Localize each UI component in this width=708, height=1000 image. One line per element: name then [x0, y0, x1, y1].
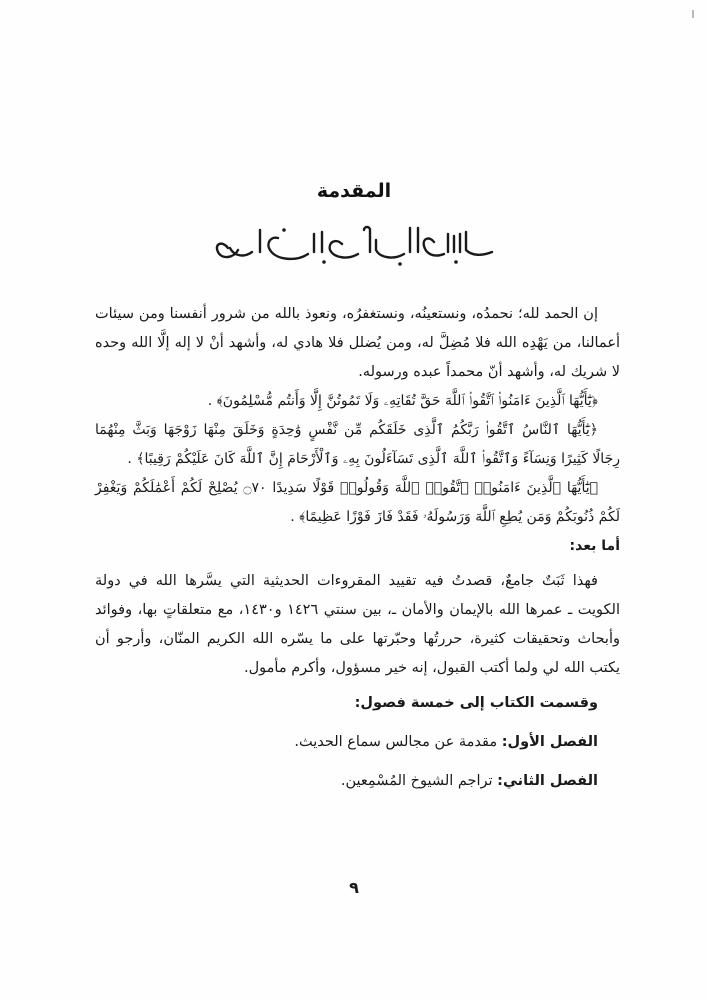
chapter-item	[95, 728, 620, 757]
amma-baad-heading: أما بعد:	[569, 538, 620, 554]
scan-mark	[692, 10, 694, 18]
chapter-text: مقدمة عن مجالس سماع الحديث.	[294, 734, 498, 750]
page-number: ٩	[349, 878, 359, 897]
division-intro: وقسمت الكتاب إلى خمسة فصول:	[354, 695, 598, 711]
chapter-item	[95, 767, 620, 796]
main-paragraph: فهذا ثَبَتٌ جامعٌ، قصدتُ فيه تقييد المقروءات الحديثية التي يسَّرها الله في دولة الكويت ـ عمرها الله بالإيمان والأمان ـ، بين سنتي ١٤٢٦ و١٤٣٠، مع متعلقاتٍ بها، وفوائد وأبحاث وتحقيقات كثيرة، حررتُها وحبّرتها على ما يسّره الله الكريم المنّان، وأرجو أن يكتب الله لي ولما أكتب القبول، إنه خير مسؤول، وأكرم مأمول.	[95, 573, 620, 676]
quran-verse-1: ﴿يَٰٓأَيُّهَا ٱلَّذِينَ ءَامَنُوا۟ ٱتَّقُوا۟ ٱللَّهَ حَقَّ تُقَاتِهِۦ وَلَا تَمُوتُنَّ إِلَّا وَأَنتُم مُّسْلِمُونَ﴾ .	[207, 393, 598, 409]
basmala-calligraphy	[204, 222, 504, 270]
intro-paragraph: إن الحمد لله؛ نحمدُه، ونستعينُه، ونستغفرُه، ونعوذ بالله من شرور أنفسنا ومن سيئات أعمالنا، من يَهْدِه الله فلا مُضِلَّ له، ومن يُضلل فلا هادي له، وأشهد أنْ لا إله إلَّا الله وحده لا شريك له، وأشهد أنّ محمداً عبده ورسوله.	[95, 306, 620, 380]
quran-verse-3: ﴿يَٰٓأَيُّهَا ٱلَّذِينَ ءَامَنُوا۟ ٱتَّقُوا۟ ٱللَّهَ وَقُولُوا۟ قَوْلًا سَدِيدًا ۝٧٠ يُصْلِحْ لَكُمْ أَعْمَٰلَكُمْ وَيَغْفِرْ لَكُمْ ذُنُوبَكُمْ وَمَن يُطِعِ ٱللَّهَ وَرَسُولَهُۥ فَقَدْ فَازَ فَوْزًا عَظِيمًا﴾ .	[95, 480, 620, 525]
quran-verse-2: ﴿يَٰٓأَيُّهَا ٱلنَّاسُ ٱتَّقُوا۟ رَبَّكُمُ ٱلَّذِى خَلَقَكُم مِّن نَّفْسٍ وَٰحِدَةٍ وَخَلَقَ مِنْهَا زَوْجَهَا وَبَثَّ مِنْهُمَا رِجَالًا كَثِيرًا وَنِسَآءً وَٱتَّقُوا۟ ٱللَّهَ ٱلَّذِى تَسَآءَلُونَ بِهِۦ وَٱلْأَرْحَامَ إِنَّ ٱللَّهَ كَانَ عَلَيْكُمْ رَقِيبًا﴾ .	[95, 422, 620, 467]
main-body	[95, 300, 620, 796]
page-title: المقدمة	[316, 180, 392, 202]
chapter-text: تراجم الشيوخ المُسْمِعين.	[340, 773, 493, 789]
basmala-calligraphy-icon	[204, 222, 504, 270]
chapter-label: الفصل الثاني:	[497, 773, 598, 789]
chapter-label: الفصل الأول:	[501, 734, 598, 750]
